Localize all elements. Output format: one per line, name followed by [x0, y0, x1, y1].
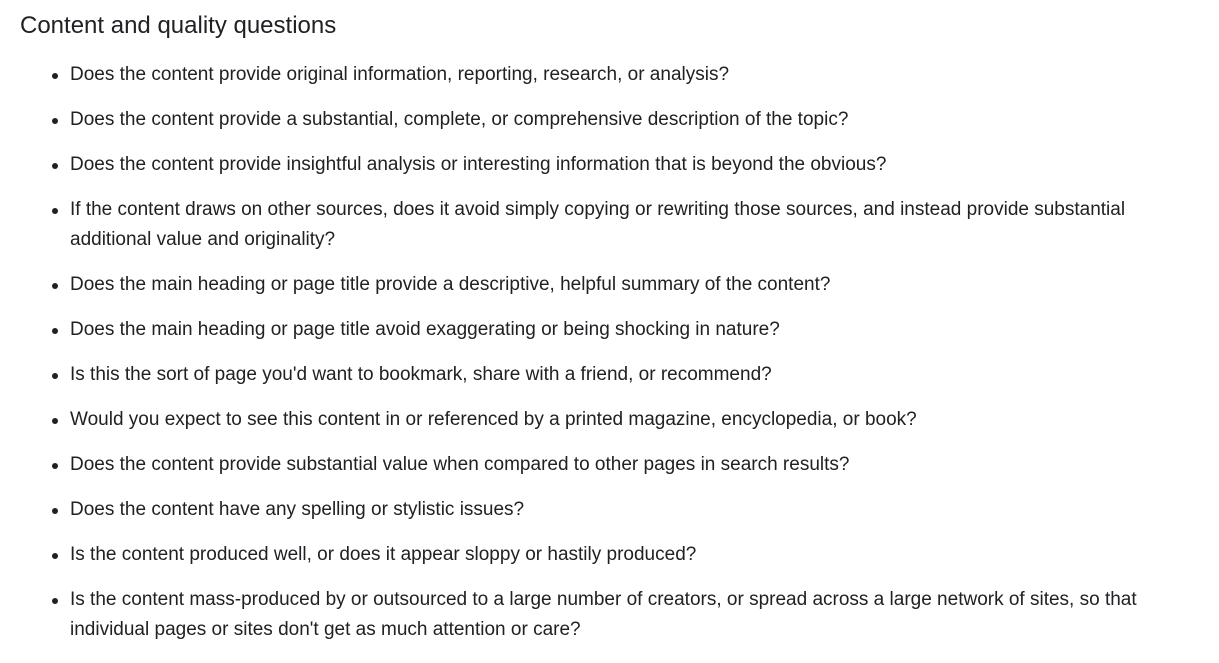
list-item: Would you expect to see this content in or referenced by a printed magazine, encyclopedia, or book?: [70, 405, 1199, 435]
list-item: Does the main heading or page title provide a descriptive, helpful summary of the content?: [70, 270, 1199, 300]
list-item: If the content draws on other sources, does it avoid simply copying or rewriting those sources, and instead provide substantial additional value and originality?: [70, 195, 1199, 255]
list-item: Does the main heading or page title avoid exaggerating or being shocking in nature?: [70, 315, 1199, 345]
list-item: Does the content provide insightful analysis or interesting information that is beyond the obvious?: [70, 150, 1199, 180]
list-item: Does the content provide substantial value when compared to other pages in search results?: [70, 450, 1199, 480]
list-item: Does the content have any spelling or stylistic issues?: [70, 495, 1199, 525]
list-item: Is this the sort of page you'd want to bookmark, share with a friend, or recommend?: [70, 360, 1199, 390]
section-heading: Content and quality questions: [20, 12, 337, 39]
list-item: Is the content mass-produced by or outsourced to a large number of creators, or spread across a large network of sites, so that individual pages or sites don't get as much attention or care?: [70, 585, 1199, 645]
list-item: Does the content provide a substantial, complete, or comprehensive description of the topic?: [70, 105, 1199, 135]
questions-list: [20, 60, 1199, 645]
list-item: Does the content provide original information, reporting, research, or analysis?: [70, 60, 1199, 90]
list-item: Is the content produced well, or does it appear sloppy or hastily produced?: [70, 540, 1199, 570]
